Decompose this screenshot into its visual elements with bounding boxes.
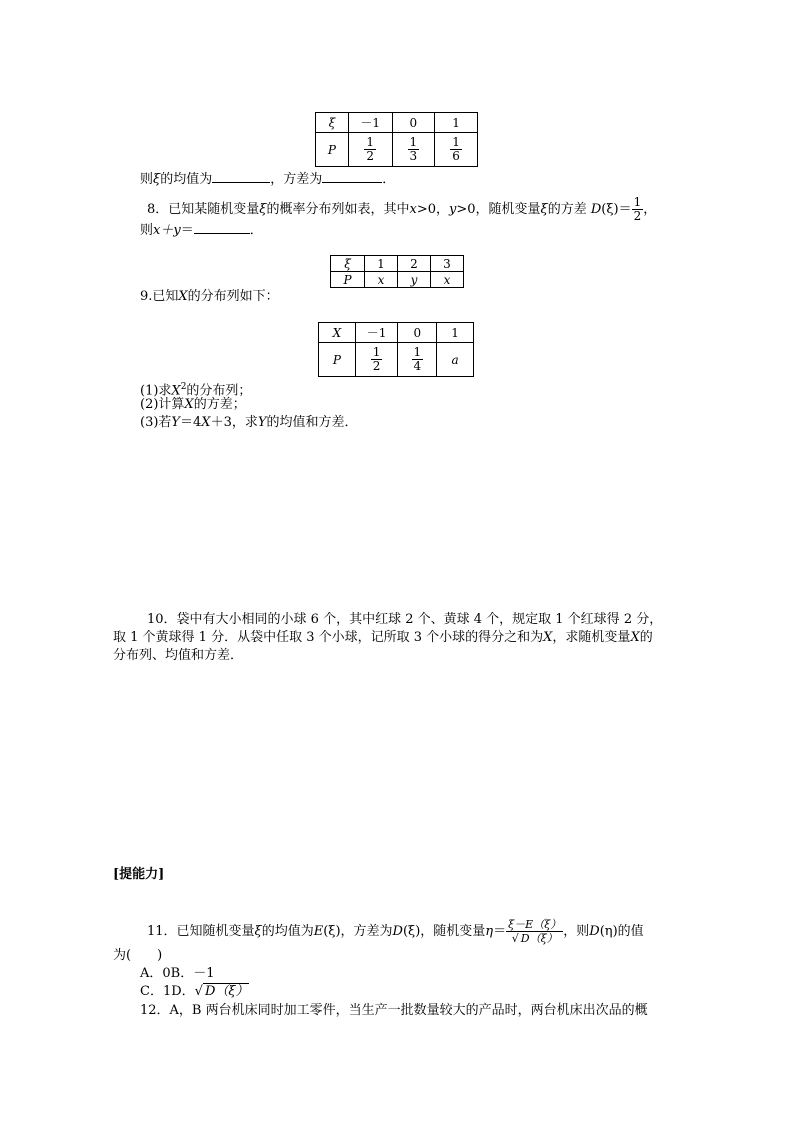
answer-blank [194,221,250,234]
table2-cell: x [365,272,398,288]
table2-header-xi: ξ [331,256,365,272]
question-9-intro: 9.已知X的分布列如下： [140,289,279,304]
question-8-line-2: 则x＋y＝ ． [140,223,263,238]
table3-header-x: X [319,323,356,343]
table1-cell: $\frac{1}{3}$ [392,133,435,167]
question-11-options-ab: A．0B．－1 [140,966,215,981]
table1-row-label: P [316,133,349,167]
question-9-part-1: (1)求$X^2$的分布列； [140,382,252,399]
table3-cell: a [437,343,474,377]
table3-header-cell: 0 [398,323,437,343]
question-10-line-3: 分布列、均值和方差． [113,648,244,663]
distribution-table-1 [315,112,478,167]
table2-cell: y [398,272,431,288]
distribution-table-3 [318,322,474,377]
question-11-line-2: 为( ) [113,948,163,963]
section-heading: [提能力] [113,867,165,882]
question-9-part-2: (2)计算X的方差； [140,397,246,412]
answer-blank [322,170,382,183]
question-11-options-cd: C．1D．√ D（ξ） [140,984,249,999]
table1-header-cell: 0 [392,113,435,133]
table2-header-cell: 1 [365,256,398,272]
question-10-line-2: 取 1 个黄球得 1 分．从袋中任取 3 个小球，记所取 3 个小球的得分之和为X，求随机变量X的 [113,630,653,645]
table1-header-cell: 1 [435,113,478,133]
table3-header-cell: 1 [437,323,474,343]
table2-header-cell: 2 [398,256,431,272]
table1-cell: $\frac{1}{2}$ [348,133,392,167]
table2-header-cell: 3 [431,256,464,272]
question-10-line-1: 10．袋中有大小相同的小球 6 个，其中红球 2 个、黄球 4 个，规定取 1 个红球得 2 分， [147,612,663,627]
table1-header-cell: －1 [348,113,392,133]
question-7-answer-line: 则ξ的均值为 ，方差为 ． [140,172,396,187]
table1-cell: $\frac{1}{6}$ [435,133,478,167]
question-9-part-3: (3)若Y＝4X＋3，求Y的均值和方差． [140,415,358,430]
question-8-line-1: 8．已知某随机变量ξ的概率分布列如表，其中x>0，y>0，随机变量ξ的方差 D(ξ)＝ $\frac{1}{2}$ ， [147,195,657,223]
table2-cell: x [431,272,464,288]
table3-cell: $\frac{1}{4}$ [398,343,437,377]
distribution-table-2 [330,255,464,288]
table3-cell: $\frac{1}{2}$ [355,343,398,377]
table3-row-label: P [319,343,356,377]
question-12-line-1: 12．A，B 两台机床同时加工零件，当生产一批数量较大的产品时，两台机床出次品的概 [140,1003,648,1018]
question-11-line-1: 11．已知随机变量ξ的均值为E(ξ)，方差为D(ξ)，随机变量η＝ $\frac{\xi-E(\xi)}{√ D(\xi)}$ ，则D(η)的值 [147,918,644,945]
table1-header-xi: ξ [316,113,349,133]
table3-header-cell: －1 [355,323,398,343]
table2-row-label: P [331,272,365,288]
answer-blank [212,170,270,183]
